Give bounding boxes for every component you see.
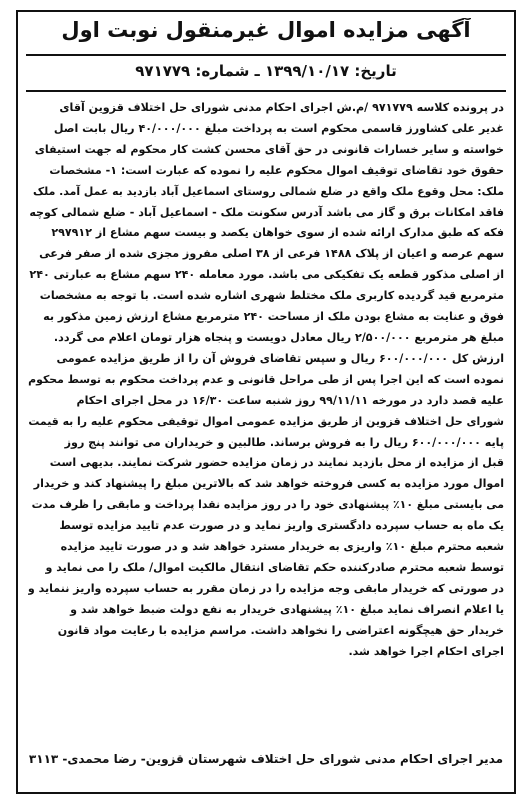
body-line: می بایستی مبلغ ۱۰٪ پیشنهادی خود را در روز مزایده نقدا پرداخت و مابقی را ظرف مدت bbox=[31, 498, 504, 512]
body-line: یک ماه به حساب سپرده دادگستری واریز نماید و در صورت عدم تایید مزایده توسط bbox=[59, 519, 504, 533]
body-line: ارزش کل ۶۰۰/۰۰۰/۰۰۰ ریال و سپس تقاضای فروش آن را از طریق مزایده عمومی bbox=[56, 351, 504, 365]
body-line: فاقد امکانات برق و گاز می باشد آدرس سکونت ملک - اسماعیل آباد - ضلع شمالی کوچه bbox=[29, 205, 504, 219]
body-line: در صورتی که خریدار مابقی وجه مزایده را در زمان مقرر به حساب سپرده واریز ننماید و bbox=[28, 581, 504, 595]
notice-frame bbox=[16, 10, 516, 794]
body-line: فوق و عنایت به مشاع بودن ملک از مساحت ۲۴۰ مترمربع مشاع ارزش زمین مذکور به bbox=[43, 310, 504, 324]
title-divider bbox=[26, 54, 506, 56]
body-line: قبل از مزایده از محل بازدید نمایند در زمان مزایده حضور شرکت نمایند. بدیهی است bbox=[49, 456, 504, 470]
notice-title: آگهی مزایده اموال غیرمنقول نوبت اول bbox=[61, 18, 471, 42]
body-line: علیه قصد دارد در مورخه ۹۹/۱۱/۱۱ روز شنبه ساعت ۱۶/۳۰ در محل اجرای احکام bbox=[76, 393, 504, 407]
body-line: در پرونده کلاسه ۹۷۱۷۷۹ /م.ش اجرای احکام مدنی شورای حل اختلاف قزوین آقای bbox=[59, 101, 504, 114]
body-line: مبلغ هر مترمربع ۲/۵۰۰/۰۰۰ ریال معادل دویست و پنجاه هزار تومان اعلام می گردد. bbox=[53, 330, 504, 344]
body-line: شورای حل اختلاف قزوین از طریق مزایده عمومی اموال توقیفی محکوم علیه را به قیمت bbox=[28, 414, 504, 428]
body-line: فکه که طبق مدارک ارائه شده از سوی خواهان یکصد و بیست سهم مشاع از ۲۹۷۹۱۲ bbox=[51, 226, 504, 240]
body-line: شعبه محترم مبلغ ۱۰٪ واریزی به خریدار مسترد خواهد شد و در صورت تایید مزایده bbox=[60, 540, 504, 554]
body-line: توسط شعبه محترم صادرکننده حکم تقاضای انتقال مالکیت اموال/ ملک را می نماید و bbox=[45, 560, 504, 574]
body-line: مترمربع قید گردیده کاربری ملک مختلط شهری اشاره شده است. با توجه به مشخصات bbox=[39, 289, 504, 303]
body-line: اجرای احکام اجرا خواهد شد. bbox=[348, 644, 504, 658]
body-line: خواسته و سایر خسارات قانونی در حق آقای محسن کشت کار محکوم له جهت استیفای bbox=[34, 142, 504, 156]
body-line: ملک: محل وقوع ملک واقع در ضلع شمالی روستای اسماعیل آباد بازدید به عمل آمد. ملک bbox=[33, 184, 504, 198]
body-line: نموده است که این اجرا پس از طی مراحل قانونی و عدم پرداخت محکوم به توسط محکوم bbox=[28, 372, 504, 386]
body-line: سهم عرصه و اعیان از پلاک ۱۴۸۸ فرعی از ۳۸ اصلی مفروز مجزی شده از صفر فرعی bbox=[39, 247, 504, 261]
body-line: پایه ۶۰۰/۰۰۰/۰۰۰ ریال را به فروش برساند. طالبین و خریداران می توانند پنج روز bbox=[64, 435, 504, 449]
body-line: از اصلی مذکور قطعه یک تفکیکی می باشد. مورد معامله ۲۴۰ سهم مشاع به عبارتی ۲۴۰ bbox=[29, 268, 504, 282]
body-line: حقوق خود تقاضای توقیف اموال محکوم علیه را نموده که عبارت است: ۱- مشخصات bbox=[49, 163, 504, 177]
body-line: اموال مورد مزایده به کسی فروخته خواهد شد که بالاترین مبلغ را پیشنهاد کند و خریدار bbox=[33, 477, 504, 491]
body-line: غدیر علی کشاورز قاسمی محکوم است به پرداخت مبلغ ۴۰/۰۰۰/۰۰۰ ریال بابت اصل bbox=[53, 121, 504, 135]
signature-line: مدیر اجرای احکام مدنی شورای حل اختلاف شهرستان قزوین- رضا محمدی- ۳۱۱۳ bbox=[28, 752, 504, 766]
header-divider bbox=[26, 90, 506, 92]
body-line: یا اعلام انصراف نماید مبلغ ۱۰٪ پیشنهادی خریدار به نفع دولت ضبط خواهد شد و bbox=[70, 602, 504, 616]
notice-body bbox=[28, 98, 504, 662]
body-line: خریدار حق هیچگونه اعتراضی را نخواهد داشت. مراسم مزایده با رعایت مواد قانون bbox=[57, 623, 504, 637]
date-number-line: تاریخ: ۱۳۹۹/۱۰/۱۷ ـ شماره: ۹۷۱۷۷۹ bbox=[135, 62, 397, 80]
